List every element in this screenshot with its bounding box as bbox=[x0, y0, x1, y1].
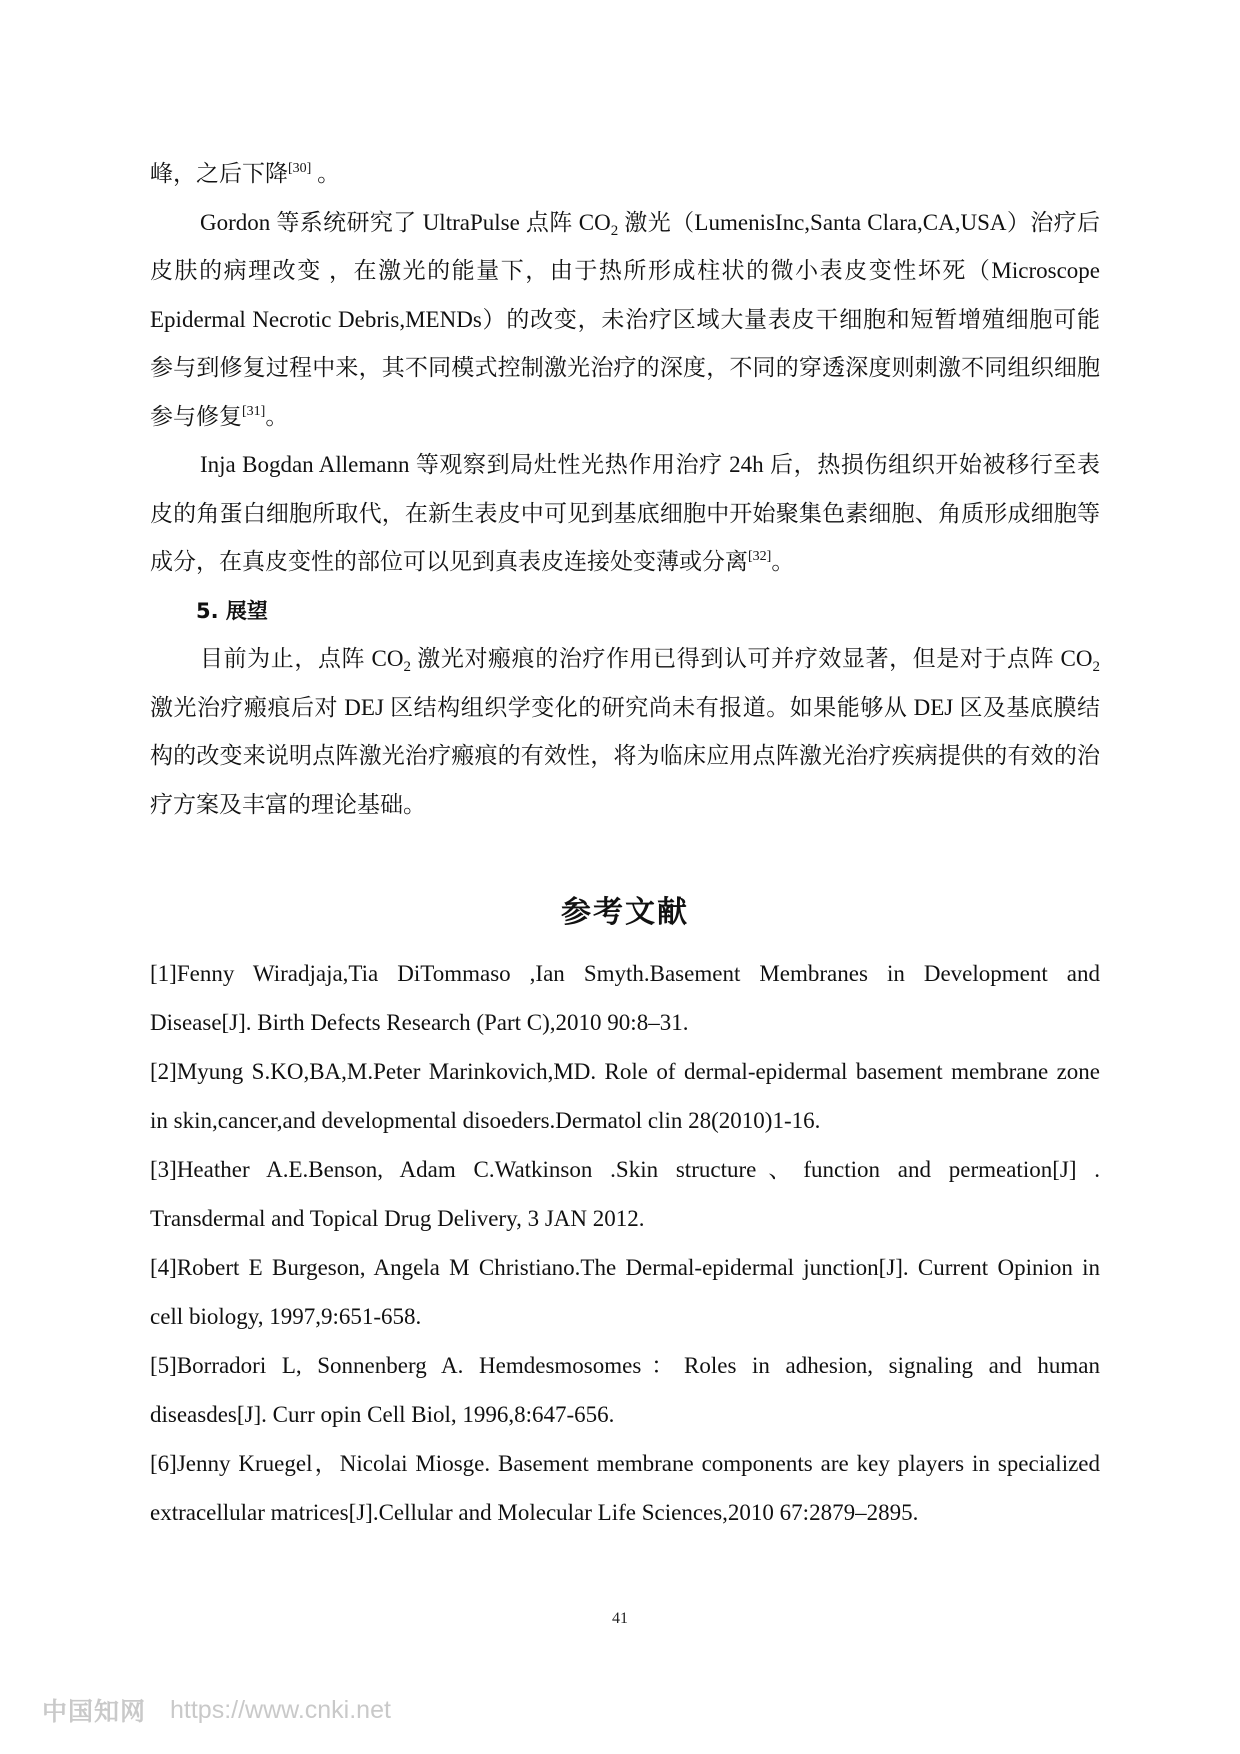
document-page bbox=[150, 150, 1100, 1537]
page-number: 41 bbox=[612, 1610, 628, 1627]
cnki-url: https://www.cnki.net bbox=[170, 1695, 391, 1724]
paragraph-gordon: Gordon 等系统研究了 UltraPulse 点阵 $CO_2$ 激光（LumenisInc,Santa Clara,CA,USA）治疗后皮肤的病理改变 ，在激光的能量下，由于热所形成柱状的微小表皮变性坏死（Microscope Epidermal Necrotic Debris,MENDs）的改变，未治疗区域大量表皮干细胞和短暂增殖细胞可能参与到修复过程中来，其不同模式控制激光治疗的深度，不同的穿透深度则刺激不同组织细胞参与修复[31]。 bbox=[150, 209, 1100, 429]
citation-32: [32] bbox=[748, 549, 772, 564]
reference-item: [5]Borradori L, Sonnenberg A. Hemdesmosomes：Roles in adhesion, signaling and human diseasdes[J]. Curr opin Cell Biol, 1996,8:647-656. bbox=[150, 1353, 1100, 1427]
reference-item: [1]Fenny Wiradjaja,Tia DiTommaso ,Ian Smyth.Basement Membranes in Development and Disease[J]. Birth Defects Research (Part C),2010 90:8–31. bbox=[150, 961, 1100, 1035]
reference-item: [2]Myung S.KO,BA,M.Peter Marinkovich,MD. Role of dermal-epidermal basement membrane zone in skin,cancer,and developmental disoeders.Dermatol clin 28(2010)1-16. bbox=[150, 1059, 1100, 1133]
paragraph-continuation: 峰，之后下降[30] 。 bbox=[150, 161, 341, 186]
section-heading-outlook: 5. 展望 bbox=[196, 598, 268, 623]
paragraph-outlook: 目前为止，点阵 $CO_2$ 激光对瘢痕的治疗作用已得到认可并疗效显著，但是对于点阵 $CO_2$ 激光治疗瘢痕后对 DEJ 区结构组织学变化的研究尚未有报道。如果能够从 DEJ 区及基底膜结构的改变来说明点阵激光治疗瘢痕的有效性，将为临床应用点阵激光治疗疾病提供的有效的治疗方案及丰富的理论基础。 bbox=[150, 646, 1101, 817]
references-title: 参考文献 bbox=[561, 895, 689, 930]
reference-item: [3]Heather A.E.Benson, Adam C.Watkinson .Skin structure、function and permeation[J] . Transdermal and Topical Drug Delivery, 3 JAN 2012. bbox=[150, 1157, 1100, 1231]
paragraph-allemann: Inja Bogdan Allemann 等观察到局灶性光热作用治疗 24h 后，热损伤组织开始被移行至表皮的角蛋白细胞所取代，在新生表皮中可见到基底细胞中开始聚集色素细胞、角质形成细胞等成分，在真皮变性的部位可以见到真表皮连接处变薄或分离[32]。 bbox=[150, 452, 1100, 574]
citation-31: [31] bbox=[242, 403, 266, 419]
cnki-watermark bbox=[42, 1692, 391, 1728]
reference-item: [4]Robert E Burgeson, Angela M Christiano.The Dermal-epidermal junction[J]. Current Opinion in cell biology, 1997,9:651-658. bbox=[150, 1255, 1100, 1329]
reference-list bbox=[150, 949, 1100, 1537]
reference-item: [6]Jenny Kruegel，Nicolai Miosge. Basement membrane components are key players in specialized extracellular matrices[J].Cellular and Molecular Life Sciences,2010 67:2879–2895. bbox=[150, 1451, 1100, 1525]
cnki-logo: 中国知网 bbox=[42, 1698, 147, 1726]
citation-30: [30] bbox=[288, 161, 312, 176]
